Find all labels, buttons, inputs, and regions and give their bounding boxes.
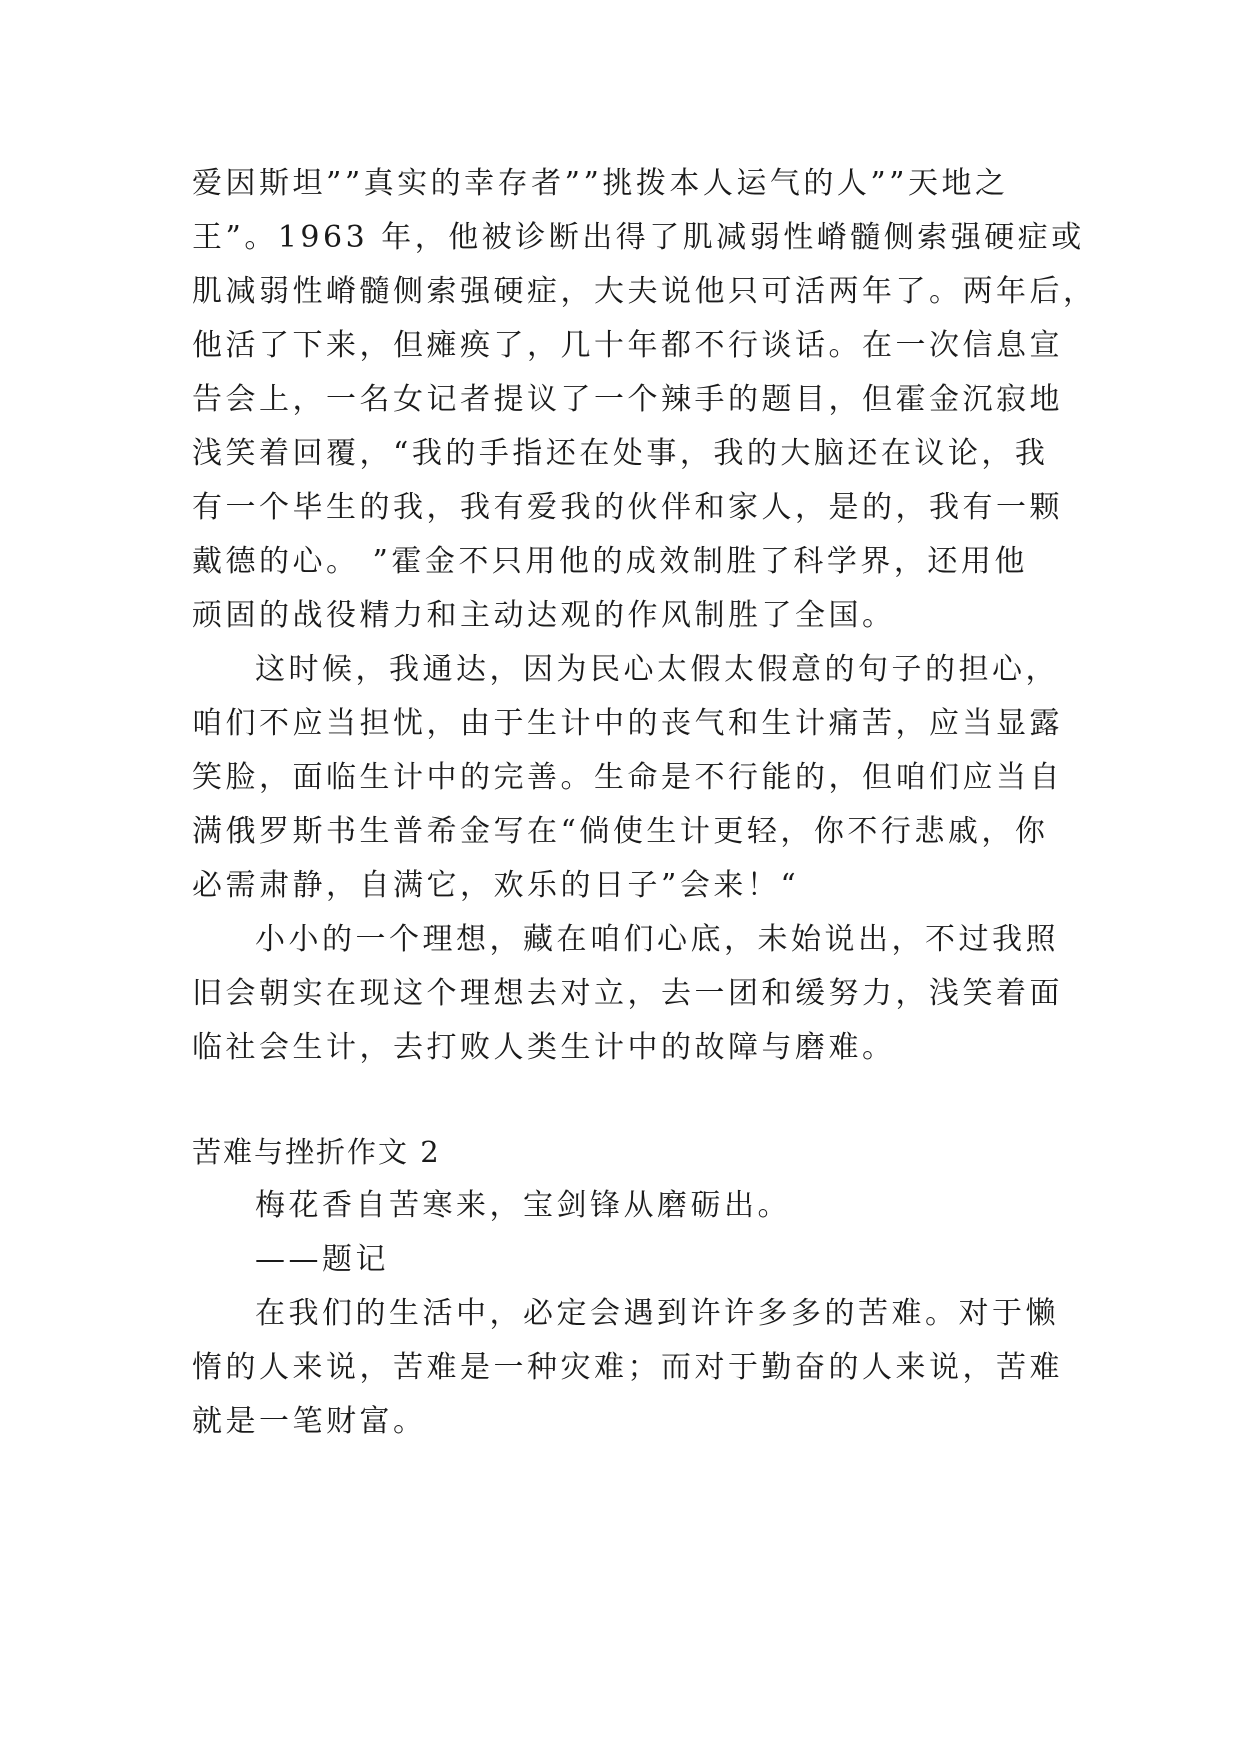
paragraph-1-line-6: 浅笑着回覆，“我的手指还在处事，我的大脑还在议论，我 <box>192 436 1049 471</box>
paragraph-1-line-4: 他活了下来，但瘫痪了，几十年都不行谈话。在一次信息宣 <box>192 328 1063 363</box>
paragraph-1-line-7: 有一个毕生的我，我有爱我的伙伴和家人，是的，我有一颗 <box>192 490 1063 525</box>
epigraph-attribution: ——题记 <box>255 1242 389 1277</box>
paragraph-2-line-4: 满俄罗斯书生普希金写在“倘使生计更轻，你不行悲戚，你 <box>192 814 1049 849</box>
paragraph-2-line-3: 笑脸，面临生计中的完善。生命是不行能的，但咱们应当自 <box>192 760 1063 795</box>
paragraph-1-line-2: 王”。1963 年，他被诊断出得了肌减弱性嵴髓侧索强硬症或 <box>192 220 1085 255</box>
final-paragraph-line-3: 就是一笔财富。 <box>192 1404 427 1439</box>
paragraph-2-line-2: 咱们不应当担忧，由于生计中的丧气和生计痛苦，应当显露 <box>192 706 1063 741</box>
section-title: 苦难与挫折作文 2 <box>192 1135 441 1169</box>
paragraph-3-line-2: 旧会朝实在现这个理想去对立，去一团和缓努力，浅笑着面 <box>192 976 1063 1011</box>
paragraph-2-line-1: 这时候，我通达，因为民心太假太假意的句子的担心， <box>255 652 1059 687</box>
paragraph-1-line-5: 告会上，一名女记者提议了一个辣手的题目，但霍金沉寂地 <box>192 382 1063 417</box>
paragraph-3-line-1: 小小的一个理想，藏在咱们心底，未始说出，不过我照 <box>255 922 1059 957</box>
paragraph-1-line-3: 肌减弱性嵴髓侧索强硬症，大夫说他只可活两年了。两年后， <box>192 274 1097 309</box>
paragraph-1-line-1: 爱因斯坦””真实的幸存者””挑拨本人运气的人””天地之 <box>192 166 1009 201</box>
paragraph-3-line-3: 临社会生计，去打败人类生计中的故障与磨难。 <box>192 1030 896 1065</box>
final-paragraph-line-2: 惰的人来说，苦难是一种灾难；而对于勤奋的人来说，苦难 <box>192 1350 1063 1385</box>
paragraph-1-line-9: 顽固的战役精力和主动达观的作风制胜了全国。 <box>192 598 896 633</box>
paragraph-1-line-8: 戴德的心。 ”霍金不只用他的成效制胜了科学界，还用他 <box>192 544 1028 579</box>
paragraph-2-line-5: 必需肃静，自满它，欢乐的日子”会来！“ <box>192 868 800 903</box>
final-paragraph-line-1: 在我们的生活中，必定会遇到许许多多的苦难。对于懒 <box>255 1296 1059 1331</box>
epigraph-quote: 梅花香自苦寒来，宝剑锋从磨砺出。 <box>255 1188 791 1223</box>
